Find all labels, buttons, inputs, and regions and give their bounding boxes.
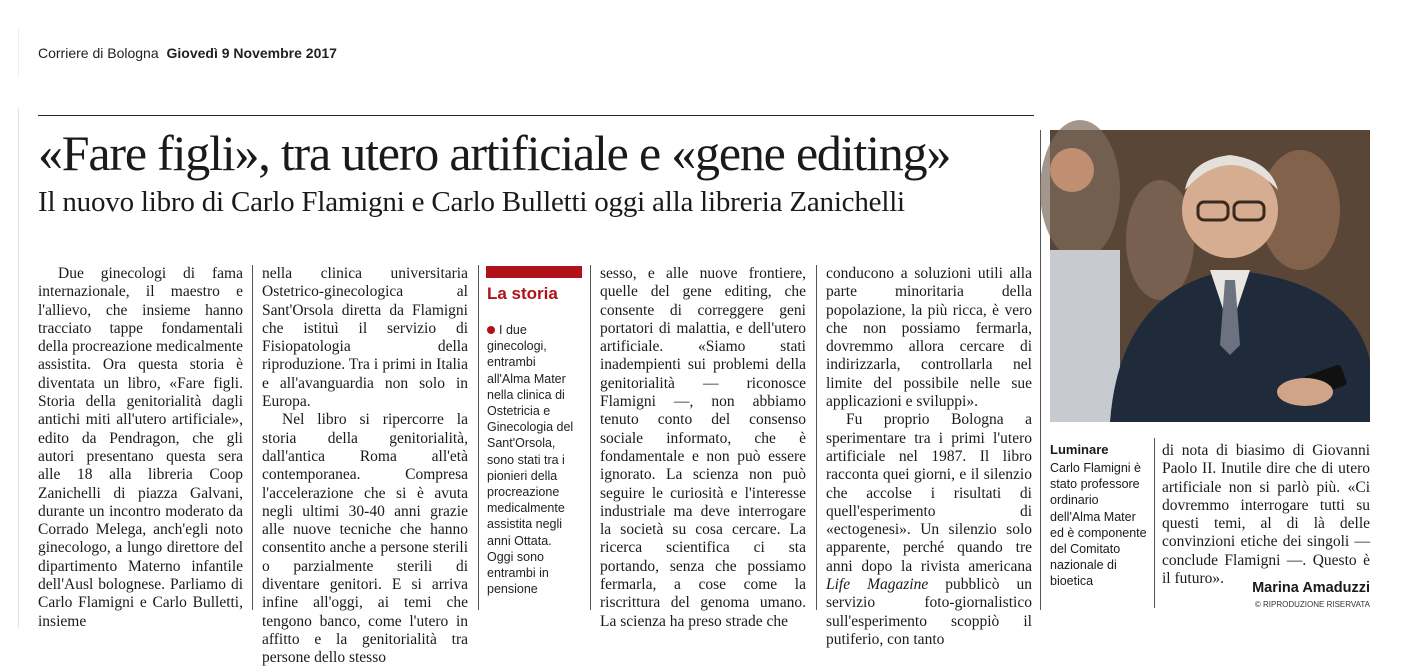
portrait-illustration — [1050, 130, 1370, 422]
headline-rule — [38, 115, 1034, 116]
paragraph: conducono a soluzioni utili alla parte minoritaria della popolazione, la più ricca, è vero che non possiamo fermarla, dovremmo allora cercare di indirizzarla, controllarla nel limite del possibile nelle sue applicazioni e sviluppi». — [826, 265, 1032, 411]
article-subtitle: Il nuovo libro di Carlo Flamigni e Carlo Bulletti oggi alla libreria Zanichelli — [38, 186, 905, 218]
newspaper-name: Corriere di Bologna — [38, 45, 159, 61]
sidebar-bar — [486, 266, 582, 278]
sidebar-title: La storia — [487, 284, 558, 303]
paragraph: Nel libro si ripercorre la storia della genitorialità, dall'antica Roma all'età contemporanea. Compresa l'accelerazione che si è avuta negli ultimi 30-40 anni grazie alle nuove tecniche che hanno consentito anche a persone sterili o parzialmente sterili di diventare genitori. E si arriva infine all'oggi, ai temi che tengono banco, come l'utero in affitto e la genitorialità tra persone dello stesso — [262, 411, 468, 667]
column-divider — [816, 265, 817, 610]
column-divider — [478, 265, 479, 610]
paragraph: di nota di biasimo di Giovanni Paolo II. Inutile dire che di utero artificiale non si parlò più. «Ci dovremmo interrogare tutti su questi temi, al di là delle convinzioni etiche dei singoli — conclude Flamigni —. Questo è il futuro». — [1162, 442, 1370, 588]
column-divider — [1154, 438, 1155, 608]
article-title: «Fare figli», tra utero artificiale e «gene editing» — [38, 125, 951, 181]
bullet-icon — [487, 326, 495, 334]
paragraph — [826, 411, 1032, 649]
text-run: pubblicò un servizio foto-giornalistico sull'esperimento scoppiò il putiferio, con tanto — [826, 576, 1032, 648]
article-column-3 — [600, 265, 806, 630]
paragraph: Due ginecologi di fama internazionale, il maestro e l'allievo, che insieme hanno tracciato tappe fondamentali della procreazione medicalmente assistita. Ora questa storia è diventata un libro, «Fare figli. Storia della genitorialità dagli antichi miti all'utero artificiale», edito da Pendragon, che gli autori presentano questa sera alle 18 alla libreria Coop Zanichelli di piazza Galvani, durante un incontro moderato da Corrado Melega, anch'egli noto ginecologo, a lungo direttore del dipartimento Materno infantile dell'Ausl bolognese. Parliamo di Carlo Flamigni e Carlo Bulletti, insieme — [38, 265, 243, 630]
sidebar-text — [487, 322, 579, 597]
article-column-2 — [262, 265, 468, 667]
column-divider — [590, 265, 591, 610]
column-divider — [252, 265, 253, 610]
article-column-1 — [38, 265, 243, 630]
rights-notice: © RIPRODUZIONE RISERVATA — [1254, 600, 1370, 609]
photo-caption-text: Carlo Flamigni è stato professore ordinario dell'Alma Mater ed è componente del Comitato nazionale di bioetica — [1050, 461, 1147, 589]
magazine-name: Life Magazine — [826, 576, 929, 594]
article-column-4 — [826, 265, 1032, 648]
text-run: Fu proprio Bologna a sperimentare tra i primi l'utero artificiale nel 1987. Il libro racconta quei giorni, e il silenzio che accolse i risultati di quell'esperimento di «ectogenesi». Un silenzio solo apparente, perché quando tre anni dopo la rivista americana — [826, 411, 1032, 575]
portrait-photo — [1050, 130, 1370, 422]
page-edge — [18, 28, 19, 78]
paragraph: sesso, e alle nuove frontiere, quelle del gene editing, che consente di correggere geni portatori di malattia, e dell'utero artificiale. «Siamo stati inadempienti sui problemi della genitorialità — riconosce Flamigni —, non abbiamo tenuto conto del consenso sociale informato, che è fondamentale e non può essere ignorato. La scienza non può seguire le curiosità e l'interesse industriale ma deve interrogare la società su cosa cercare. La ricerca scientifica ci sta portando, senza che possiamo fermarla, a cose come la riscrittura del genoma umano. La scienza ha preso strade che — [600, 265, 806, 630]
page-edge — [18, 108, 19, 628]
author-byline: Marina Amaduzzi — [1252, 580, 1370, 596]
paragraph: nella clinica universitaria Ostetrico-ginecologica al Sant'Orsola diretta da Flamigni che istituì il servizio di Fisiopatologia della riproduzione. Tra i primi in Italia e all'avanguardia non solo in Europa. — [262, 265, 468, 411]
photo-caption-title: Luminare — [1050, 442, 1109, 457]
page-header — [38, 45, 337, 61]
issue-date: Giovedì 9 Novembre 2017 — [166, 45, 337, 61]
sidebar-body: I due ginecologi, entrambi all'Alma Mater nella clinica di Ostetricia e Ginecologia del Sant'Orsola, sono stati tra i pionieri della procreazione medicalmente assistita negli anni Ottata. Oggi sono entrambi in pensione — [487, 323, 574, 597]
